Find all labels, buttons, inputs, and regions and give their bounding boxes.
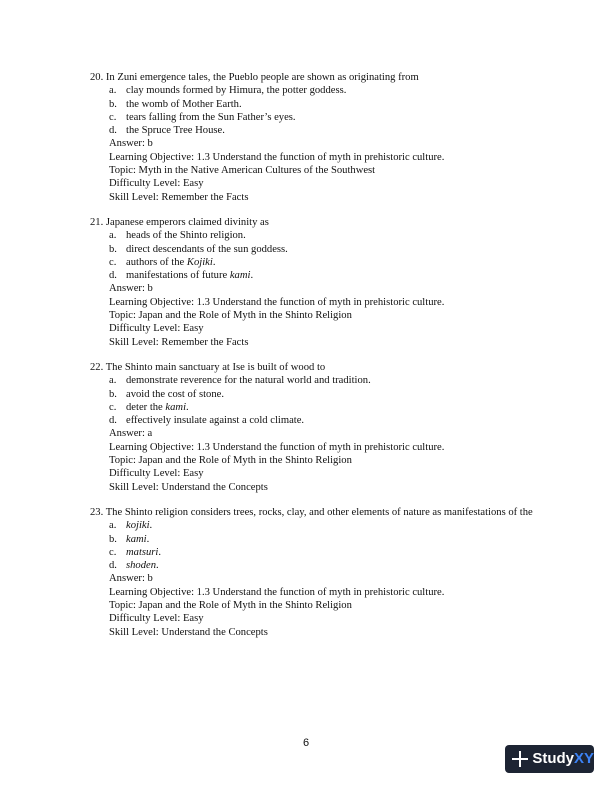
question-topic: Topic: Myth in the Native American Cultures of the Southwest (109, 165, 376, 177)
option-text: avoid the cost of stone. (126, 388, 224, 400)
question-difficulty: Difficulty Level: Easy (109, 468, 204, 480)
answer-option (90, 256, 540, 269)
question-stem: 21. Japanese emperors claimed divinity as (90, 216, 269, 228)
answer-option (90, 519, 540, 532)
answer-option (90, 84, 540, 97)
option-text: direct descendants of the sun goddess. (126, 243, 288, 255)
answer-option (90, 401, 540, 414)
question-objective: Learning Objective: 1.3 Understand the function of myth in prehistoric culture. (109, 441, 445, 453)
question-answer: Answer: a (109, 428, 153, 440)
question-skill: Skill Level: Remember the Facts (109, 191, 249, 203)
question-answer: Answer: b (109, 283, 153, 295)
answer-option (90, 559, 540, 572)
badge-brand-accent: XY (573, 750, 594, 768)
answer-option (90, 243, 540, 256)
question-topic: Topic: Japan and the Role of Myth in the Shinto Religion (109, 455, 352, 467)
document-body (90, 71, 540, 651)
option-letter: d. (109, 415, 117, 427)
answer-option (90, 229, 540, 242)
answer-option (90, 546, 540, 559)
option-text: shoden. (126, 560, 159, 572)
question-objective: Learning Objective: 1.3 Understand the function of myth in prehistoric culture. (109, 586, 445, 598)
answer-option (90, 388, 540, 401)
question-difficulty: Difficulty Level: Easy (109, 178, 204, 190)
option-text: kojiki. (126, 520, 153, 532)
question-skill: Skill Level: Understand the Concepts (109, 481, 268, 493)
question-stem: 23. The Shinto religion considers trees, rocks, clay, and other elements of nature as manifestations of the (90, 506, 533, 518)
question-block (90, 216, 540, 349)
option-text: heads of the Shinto religion. (126, 230, 246, 242)
question-difficulty: Difficulty Level: Easy (109, 323, 204, 335)
answer-option (90, 111, 540, 124)
option-letter: b. (109, 388, 117, 400)
option-letter: b. (109, 243, 117, 255)
option-text: matsuri. (126, 546, 162, 558)
option-letter: b. (109, 98, 117, 110)
page-number: 6 (302, 737, 310, 749)
question-block (90, 506, 540, 639)
option-text: the womb of Mother Earth. (126, 98, 242, 110)
answer-option (90, 533, 540, 546)
answer-option (90, 269, 540, 282)
option-text: deter the kami. (126, 401, 189, 413)
option-text: effectively insulate against a cold climate. (126, 415, 305, 427)
question-stem: 20. In Zuni emergence tales, the Pueblo people are shown as originating from (90, 72, 419, 83)
answer-option (90, 124, 540, 137)
option-letter: c. (109, 401, 117, 413)
option-letter: a. (109, 520, 117, 532)
answer-option (90, 374, 540, 387)
option-text: authors of the Kojiki. (126, 256, 216, 268)
question-difficulty: Difficulty Level: Easy (109, 613, 204, 625)
question-answer: Answer: b (109, 573, 153, 585)
question-objective: Learning Objective: 1.3 Understand the function of myth in prehistoric culture. (109, 296, 445, 308)
option-text: clay mounds formed by Himura, the potter goddess. (126, 85, 347, 97)
question-skill: Skill Level: Understand the Concepts (109, 626, 268, 638)
option-letter: b. (109, 533, 117, 545)
option-letter: c. (109, 256, 117, 268)
option-text: demonstrate reverence for the natural world and tradition. (126, 375, 371, 387)
question-topic: Topic: Japan and the Role of Myth in the Shinto Religion (109, 310, 352, 322)
question-topic: Topic: Japan and the Role of Myth in the Shinto Religion (109, 599, 352, 611)
answer-option (90, 414, 540, 427)
question-answer: Answer: b (109, 138, 153, 150)
option-letter: c. (109, 546, 117, 558)
option-text: tears falling from the Sun Father’s eyes. (126, 111, 296, 123)
question-stem: 22. The Shinto main sanctuary at Ise is built of wood to (90, 361, 326, 373)
option-letter: c. (109, 111, 117, 123)
answer-option (90, 98, 540, 111)
option-letter: a. (109, 230, 117, 242)
option-letter: a. (109, 85, 117, 97)
badge-brand: Study (532, 750, 574, 768)
option-text: the Spruce Tree House. (126, 125, 225, 137)
option-text: manifestations of future kami. (126, 270, 254, 282)
studyxy-badge[interactable] (505, 745, 594, 773)
option-letter: d. (109, 270, 117, 282)
option-letter: a. (109, 375, 117, 387)
question-block (90, 71, 540, 204)
question-objective: Learning Objective: 1.3 Understand the function of myth in prehistoric culture. (109, 151, 445, 163)
plus-icon (511, 750, 527, 768)
question-skill: Skill Level: Remember the Facts (109, 336, 249, 348)
question-block (90, 361, 540, 494)
option-letter: d. (109, 125, 117, 137)
option-text: kami. (126, 533, 150, 545)
option-letter: d. (109, 560, 117, 572)
